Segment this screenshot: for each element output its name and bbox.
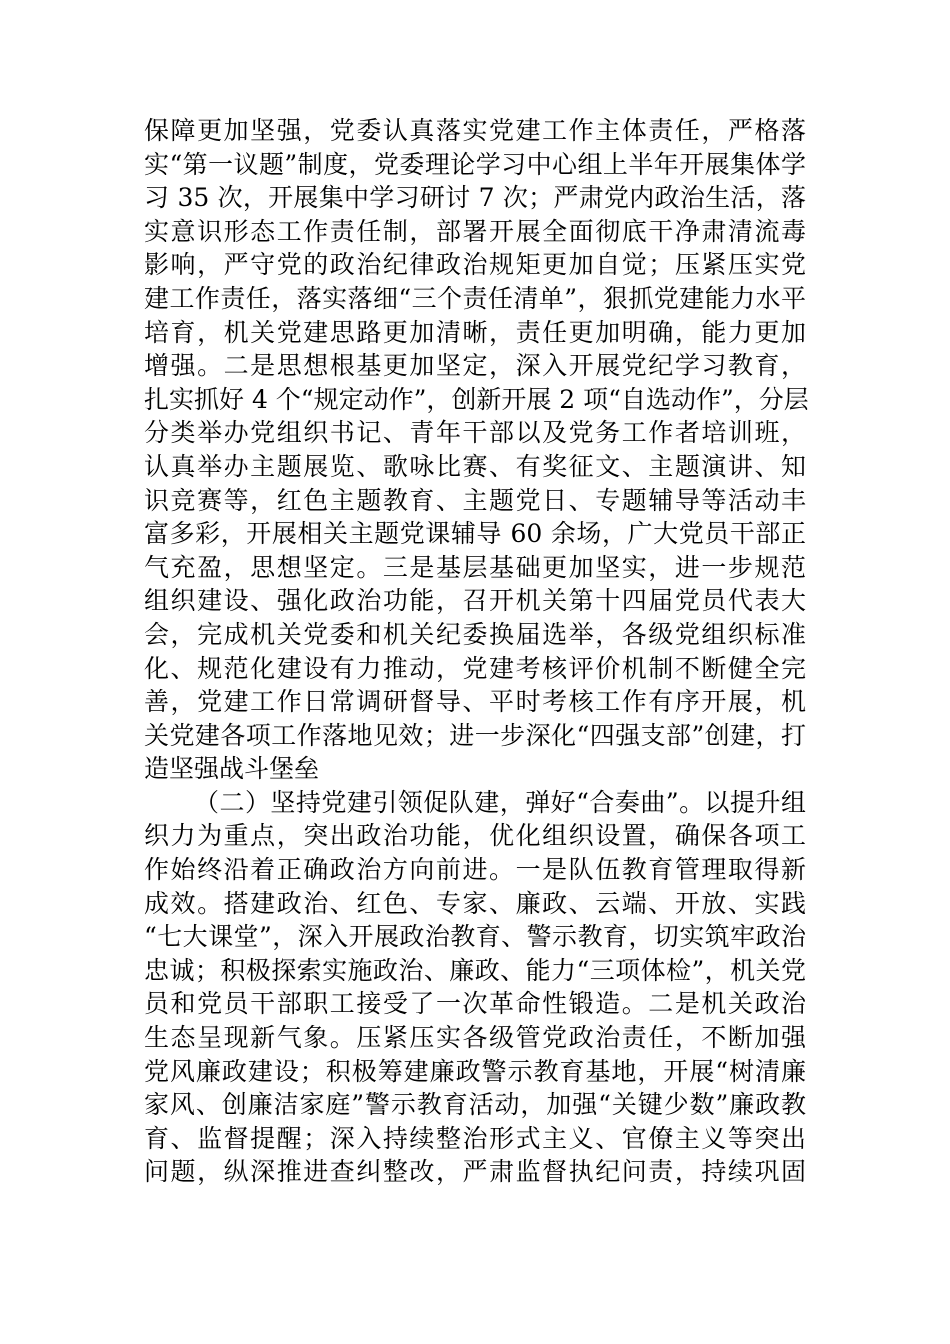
text-line: 关党建各项工作落地见效；进一步深化“四强支部”创建，打 — [144, 720, 806, 750]
paragraph-1 — [144, 114, 809, 786]
text-line: 组织建设、强化政治功能，召开机关第十四届党员代表大 — [144, 586, 806, 616]
text-line: 织力为重点，突出政治功能，优化组织设置，确保各项工 — [144, 821, 806, 851]
text-line: 实“第一议题”制度，党委理论学习中心组上半年开展集体学 — [144, 149, 806, 179]
text-line: 增强。二是思想根基更加坚定，深入开展党纪学习教育， — [144, 351, 806, 381]
text-line: 员和党员干部职工接受了一次革命性锻造。二是机关政治 — [144, 989, 806, 1019]
text-line: 习 35 次，开展集中学习研讨 7 次；严肃党内政治生活，落 — [144, 183, 806, 213]
text-line: 家风、创廉洁家庭”警示教育活动，加强“关键少数”廉政教 — [144, 1090, 806, 1120]
text-line: 认真举办主题展览、歌咏比赛、有奖征文、主题演讲、知 — [144, 451, 806, 481]
text-line: 问题，纵深推进查纠整改，严肃监督执纪问责，持续巩固 — [144, 1157, 806, 1187]
text-line: 化、规范化建设有力推动，党建考核评价机制不断健全完 — [144, 653, 806, 683]
text-line: “七大课堂”，深入开展政治教育、警示教育，切实筑牢政治 — [144, 922, 806, 952]
text-line: 扎实抓好 4 个“规定动作”，创新开展 2 项“自选动作”，分层 — [144, 384, 809, 414]
text-line: 造坚强战斗堡垒 — [144, 754, 320, 784]
text-line: 会，完成机关党委和机关纪委换届选举，各级党组织标准 — [144, 619, 806, 649]
text-line: 培育，机关党建思路更加清晰，责任更加明确，能力更加 — [144, 317, 806, 347]
text-line: 善，党建工作日常调研督导、平时考核工作有序开展，机 — [144, 687, 806, 717]
text-line: 富多彩，开展相关主题党课辅导 60 余场，广大党员干部正 — [144, 519, 806, 549]
text-line: 建工作责任，落实落细“三个责任清单”，狠抓党建能力水平 — [144, 283, 806, 313]
text-line: 影响，严守党的政治纪律政治规矩更加自觉；压紧压实党 — [144, 250, 806, 280]
text-line: （二）坚持党建引领促队建，弹好“合奏曲”。以提升组 — [194, 787, 806, 817]
text-line: 实意识形态工作责任制，部署开展全面彻底干净肃清流毒 — [144, 216, 806, 246]
document-body — [144, 114, 809, 1189]
text-line: 生态呈现新气象。压紧压实各级管党政治责任，不断加强 — [144, 1023, 806, 1053]
text-line: 育、监督提醒；深入持续整治形式主义、官僚主义等突出 — [144, 1123, 806, 1153]
text-line: 保障更加坚强，党委认真落实党建工作主体责任，严格落 — [144, 116, 806, 145]
text-line: 识竞赛等，红色主题教育、主题党日、专题辅导等活动丰 — [144, 485, 806, 515]
paragraph-2 — [144, 786, 806, 1189]
text-line: 成效。搭建政治、红色、专家、廉政、云端、开放、实践 — [144, 888, 806, 918]
text-line: 气充盈，思想坚定。三是基层基础更加坚实，进一步规范 — [144, 552, 806, 582]
text-line: 作始终沿着正确政治方向前进。一是队伍教育管理取得新 — [144, 855, 806, 885]
text-line: 分类举办党组织书记、青年干部以及党务工作者培训班， — [144, 418, 806, 448]
text-line: 党风廉政建设；积极筹建廉政警示教育基地，开展“树清廉 — [144, 1056, 806, 1086]
text-line: 忠诚；积极探索实施政治、廉政、能力“三项体检”，机关党 — [144, 955, 806, 985]
